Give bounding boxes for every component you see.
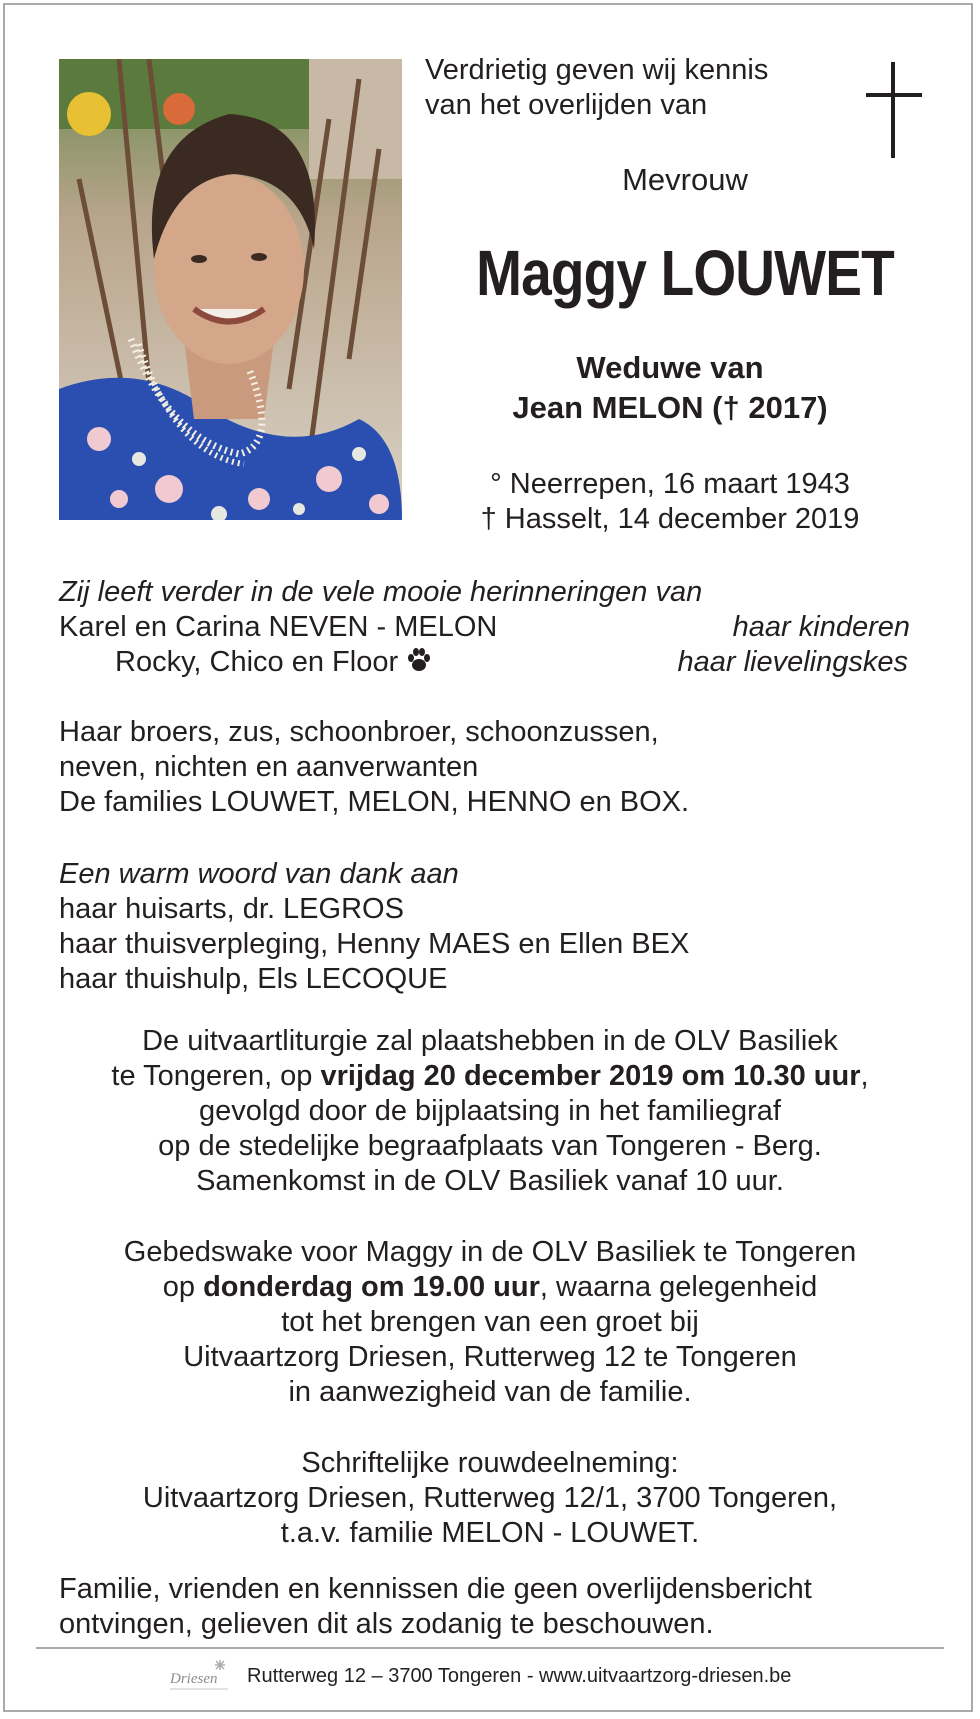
- relatives-line-3: De families LOUWET, MELON, HENNO en BOX.: [59, 786, 690, 818]
- funeral-line-2-pre: te Tongeren, op: [111, 1060, 321, 1092]
- funeral-line-2-post: ,: [860, 1060, 869, 1092]
- relatives-line-1: Haar broers, zus, schoonbroer, schoonzussen,: [59, 716, 659, 748]
- condolence-line-3: t.a.v. familie MELON - LOUWET.: [280, 1517, 700, 1549]
- spouse-line-1: Weduwe van: [576, 350, 764, 385]
- survivor-relation: haar kinderen: [732, 611, 910, 643]
- wake-line-2: [0, 1271, 980, 1304]
- footer-divider: [36, 1647, 944, 1649]
- thanks-intro: Een warm woord van dank aan: [59, 858, 459, 890]
- pet-names-text: Rocky, Chico en Floor: [115, 646, 399, 678]
- thanks-line-3: haar thuishulp, Els LECOQUE: [59, 963, 448, 995]
- funeral-line-1: De uitvaartliturgie zal plaatshebben in de OLV Basiliek: [142, 1025, 838, 1057]
- wake-line-2-post: , waarna gelegenheid: [539, 1271, 818, 1303]
- survivors-intro: Zij leeft verder in de vele mooie herinneringen van: [59, 576, 703, 608]
- closing-line-1: Familie, vrienden en kennissen die geen overlijdensbericht: [59, 1573, 812, 1605]
- survivor-names: Karel en Carina NEVEN - MELON: [59, 611, 498, 643]
- deceased-name: Maggy LOUWET: [476, 237, 894, 309]
- funeral-line-2: [0, 1060, 980, 1093]
- footer-address: Rutterweg 12 – 3700 Tongeren - www.uitvaartzorg-driesen.be: [247, 1665, 792, 1687]
- wake-date-time: donderdag om 19.00 uur: [203, 1271, 540, 1303]
- funeral-line-3: gevolgd door de bijplaatsing in het familiegraf: [199, 1095, 781, 1127]
- birth-date: ° Neerrepen, 16 maart 1943: [490, 468, 850, 500]
- title-prefix: Mevrouw: [622, 162, 748, 197]
- logo-text: Driesen: [170, 1671, 218, 1687]
- intro-line-2: van het overlijden van: [425, 89, 708, 121]
- intro-line-1: Verdrietig geven wij kennis: [425, 54, 769, 86]
- wake-line-3: tot het brengen van een groet bij: [281, 1306, 699, 1338]
- portrait-photo: [59, 59, 402, 520]
- paw-icon: [406, 647, 432, 673]
- condolence-line-2: Uitvaartzorg Driesen, Rutterweg 12/1, 3700 Tongeren,: [142, 1482, 838, 1514]
- funeral-line-5: Samenkomst in de OLV Basiliek vanaf 10 uur.: [196, 1165, 784, 1197]
- funeral-line-4: op de stedelijke begraafplaats van Tongeren - Berg.: [158, 1130, 822, 1162]
- thanks-line-2: haar thuisverpleging, Henny MAES en Ellen BEX: [59, 928, 690, 960]
- condolence-line-1: Schriftelijke rouwdeelneming:: [301, 1447, 679, 1479]
- wake-line-4: Uitvaartzorg Driesen, Rutterweg 12 te Tongeren: [183, 1341, 797, 1373]
- wake-line-2-pre: op: [162, 1271, 204, 1303]
- relatives-line-2: neven, nichten en aanverwanten: [59, 751, 479, 783]
- pet-names: [115, 646, 432, 679]
- funeral-date-time: vrijdag 20 december 2019 om 10.30 uur: [320, 1060, 861, 1092]
- wake-line-1: Gebedswake voor Maggy in de OLV Basiliek te Tongeren: [123, 1236, 857, 1268]
- cross-icon: [866, 62, 922, 158]
- wake-line-5: in aanwezigheid van de familie.: [288, 1376, 692, 1408]
- driesen-logo: [168, 1656, 236, 1698]
- death-date: † Hasselt, 14 december 2019: [480, 503, 860, 535]
- spouse-line-2: Jean MELON († 2017): [512, 390, 828, 425]
- pet-relation: haar lievelingskes: [677, 646, 908, 678]
- closing-line-2: ontvingen, gelieven dit als zodanig te beschouwen.: [59, 1608, 714, 1640]
- thanks-line-1: haar huisarts, dr. LEGROS: [59, 893, 404, 925]
